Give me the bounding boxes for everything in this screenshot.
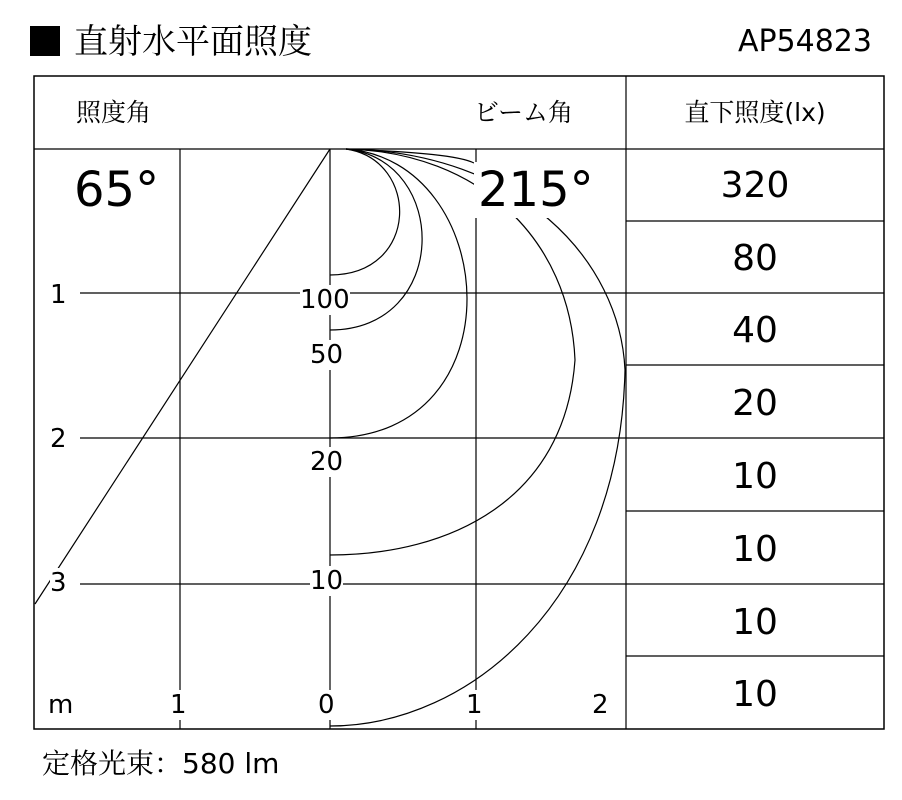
rated-luminous-flux: 定格光束：580 lm [42,747,280,780]
beam-angle-label: 照度角 [76,98,152,127]
illuminance-value-2: 80 [732,238,778,279]
axis-tick-0: 0 [318,690,335,720]
illuminance-value-4: 20 [732,383,778,424]
beam-angle-value: 65° [70,162,163,218]
illuminance-value-5: 10 [732,456,778,497]
distance-label-2: 2 [50,424,67,454]
contour-100 [330,149,400,275]
contour-label-100: 100 [300,285,350,315]
illuminance-value-6: 10 [732,529,778,570]
contour-label-10: 10 [310,566,344,596]
illuminance-value-7: 10 [732,602,778,643]
axis-tick-right-1: 1 [466,690,483,720]
distance-label-1: 1 [50,280,67,310]
axis-tick-left-1: 1 [170,690,187,720]
illuminance-label: 直下照度(lx) [684,98,826,127]
contour-label-20: 20 [310,447,344,477]
contour-outer [346,149,474,163]
title-text: 直射水平面照度 [74,22,312,62]
distance-label-3: 3 [50,568,67,598]
contour-label-50: 50 [310,340,344,370]
spread-angle-value: 215° [474,162,598,218]
illuminance-value-1: 320 [720,165,790,206]
illuminance-value-3: 40 [732,310,778,351]
spread-angle-label: ビーム角 [474,98,574,127]
axis-tick-right-2: 2 [592,690,609,720]
axis-unit-label: m [48,690,74,720]
model-number: AP54823 [737,24,872,59]
illuminance-value-8: 10 [732,674,778,715]
